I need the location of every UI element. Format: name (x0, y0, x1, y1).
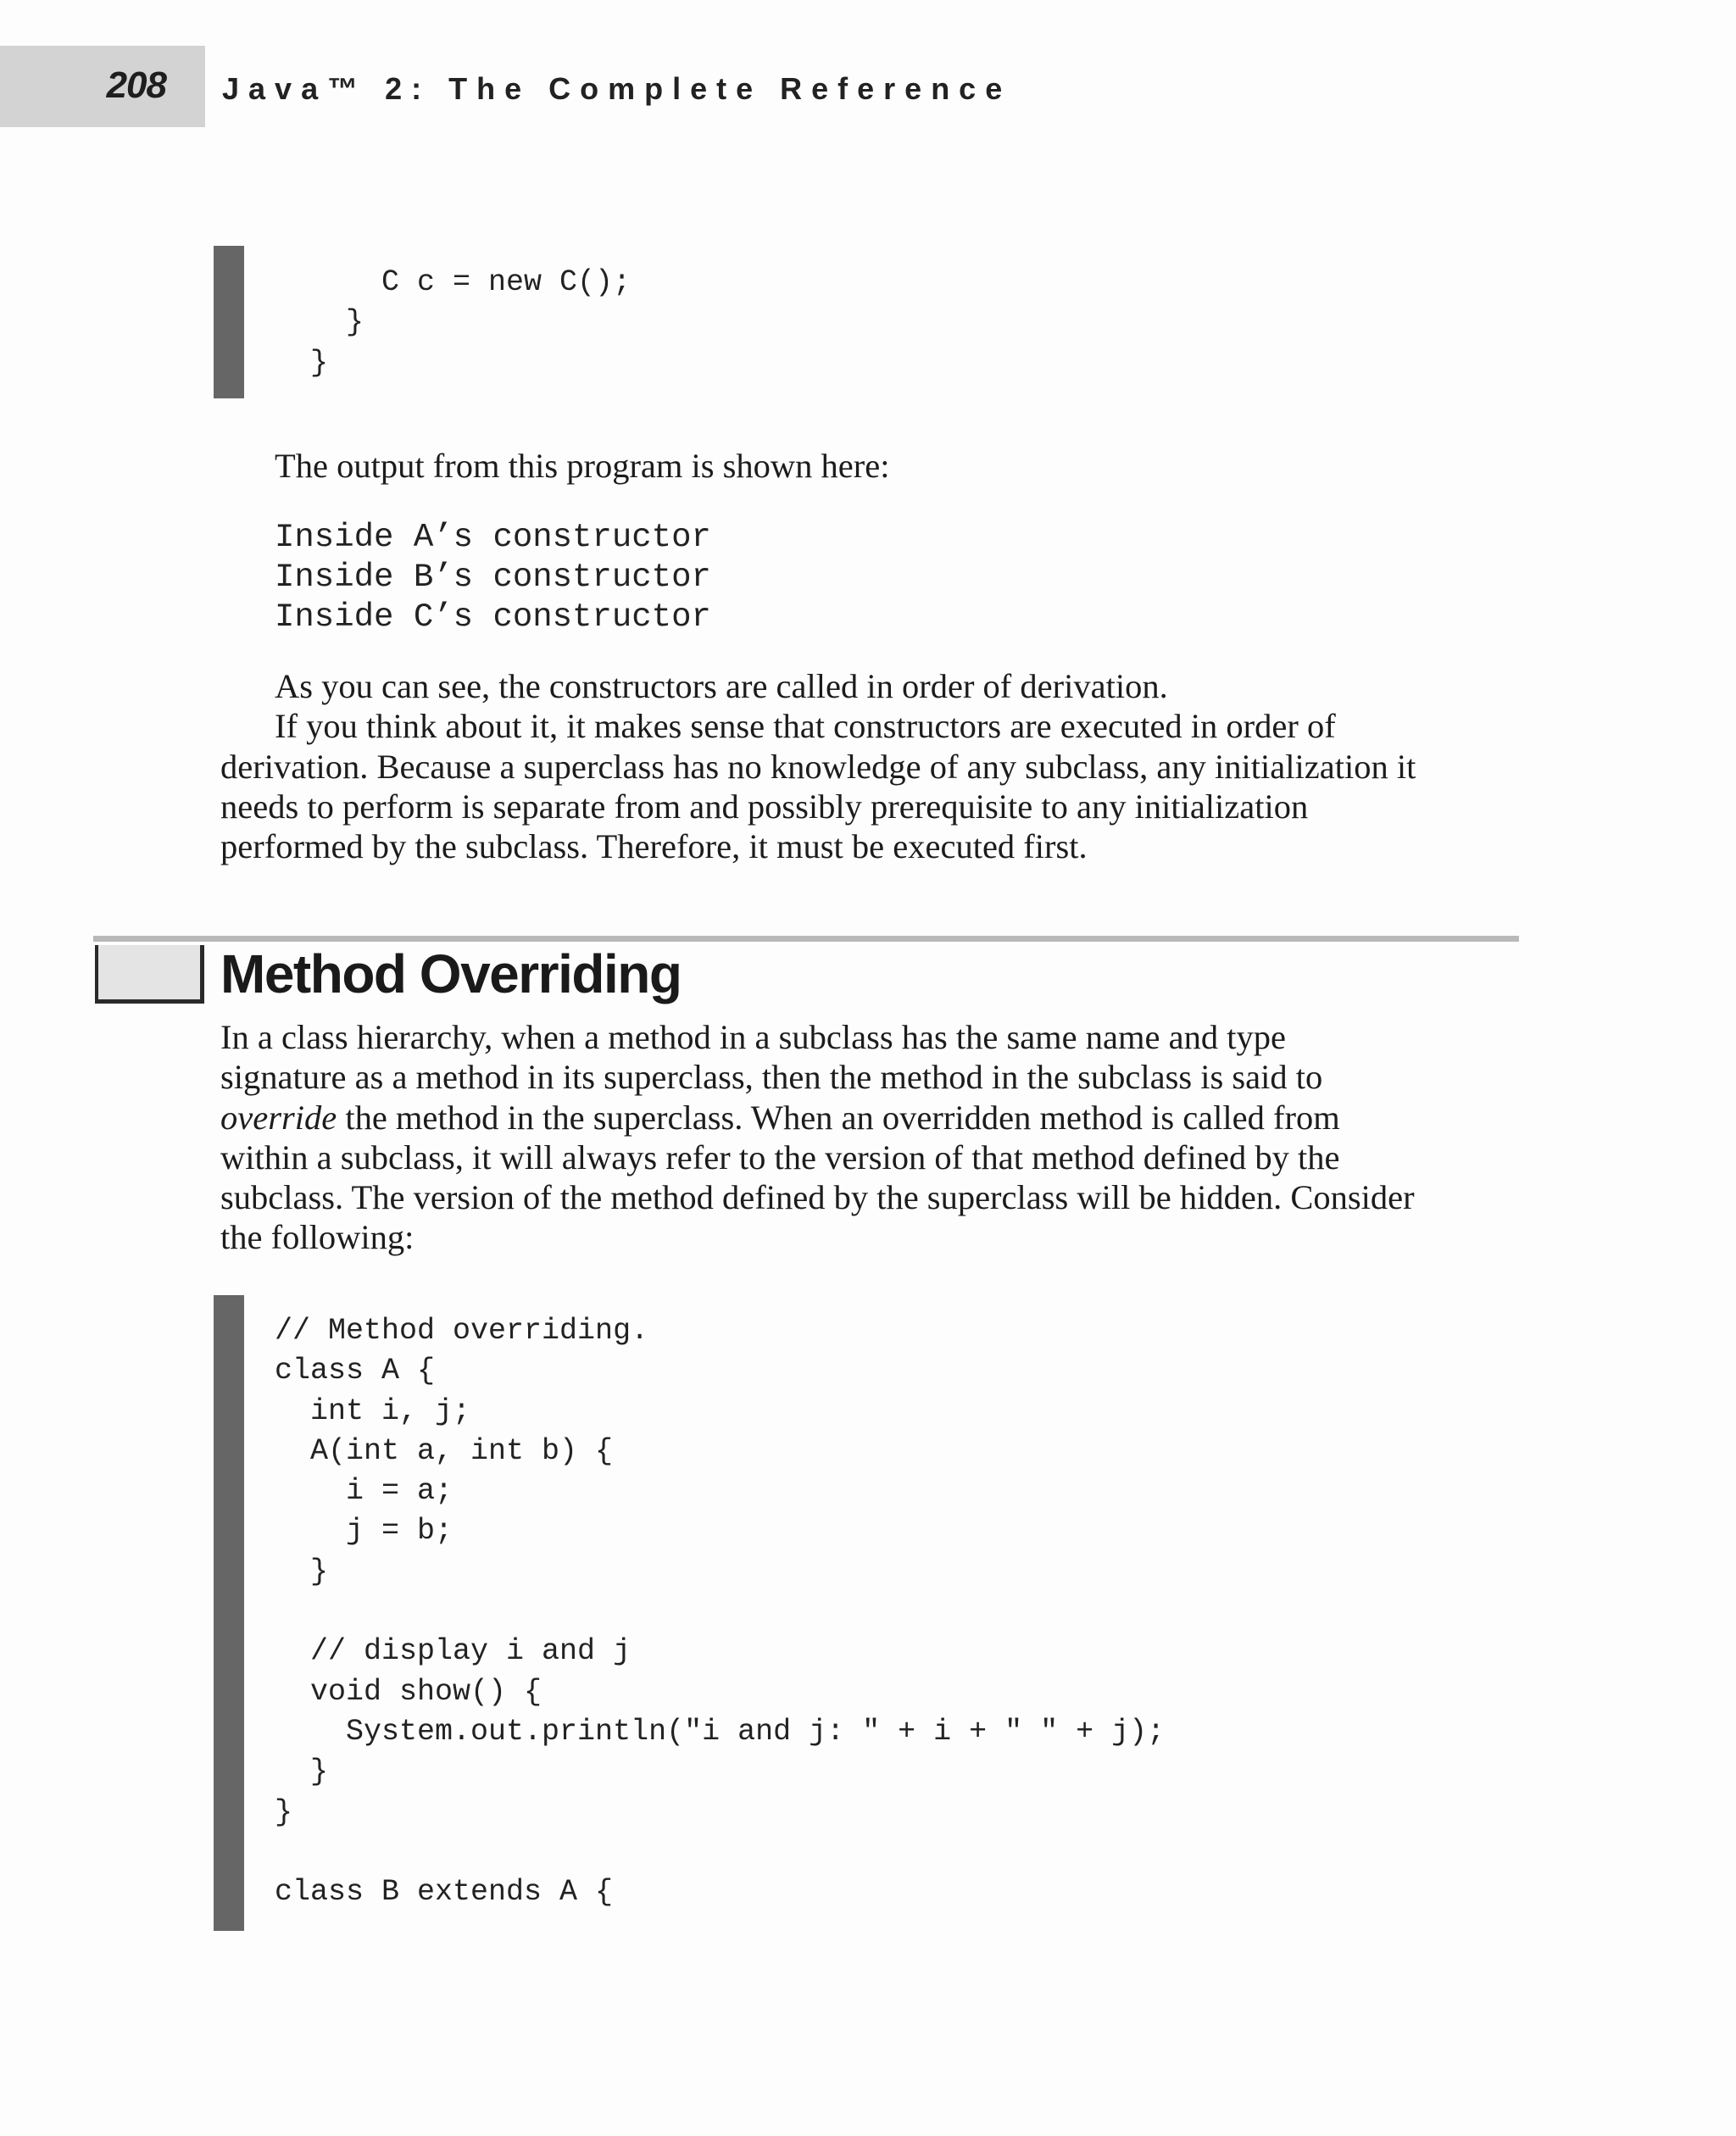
text-line: subclass. The version of the method defined by the superclass will be hidden. Consider (220, 1178, 1415, 1217)
paragraph-overriding (220, 1017, 1526, 1258)
text-line: As you can see, the constructors are called in order of derivation. (275, 667, 1168, 705)
section-marker (95, 945, 204, 1004)
text-line: derivation. Because a superclass has no knowledge of any subclass, any initialization it (220, 747, 1416, 786)
text-line: needs to perform is separate from and possibly prerequisite to any initialization (220, 787, 1309, 826)
text-line: signature as a method in its superclass, then the method in the subclass is said to (220, 1058, 1323, 1097)
code-block-bar (214, 1295, 244, 1931)
output-intro: The output from this program is shown here: (275, 447, 890, 485)
text-line: If you think about it, it makes sense that constructors are executed in order of (275, 707, 1336, 746)
text-line: performed by the subclass. Therefore, it must be executed first. (220, 827, 1088, 866)
program-output: Inside A’s constructor Inside B’s constructor Inside C’s constructor (275, 519, 711, 636)
text-line: the following: (220, 1218, 415, 1257)
section-divider (93, 936, 1519, 942)
code-block-continuation: C c = new C(); } } (310, 265, 632, 380)
emphasis-term: override (220, 1098, 337, 1137)
text-line: within a subclass, it will always refer to the version of that method defined by the (220, 1138, 1340, 1176)
paragraph-derivation (220, 666, 1526, 866)
page-number-box (0, 46, 205, 127)
text-line: override the method in the superclass. When an overridden method is called from (220, 1098, 1340, 1137)
code-block-bar (214, 246, 244, 398)
section-title: Method Overriding (220, 943, 682, 1004)
page-number: 208 (106, 64, 166, 106)
code-block-method-overriding: // Method overriding. class A { int i, j; A(int a, int b) { i = a; j = b; } // display i and j void show() { System.out.println("i and j: " + i + " " + j); } } class B extends A { (275, 1314, 1166, 1910)
text-line: In a class hierarchy, when a method in a subclass has the same name and type (220, 1018, 1286, 1056)
running-title: Java™ 2: The Complete Reference (222, 71, 1012, 106)
